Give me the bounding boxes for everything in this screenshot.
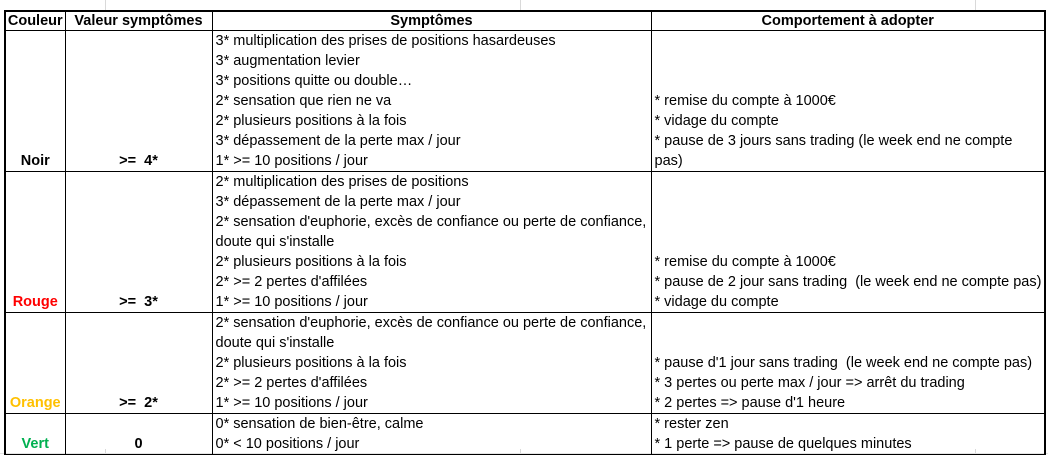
symptom-line: 2* plusieurs positions à la fois — [215, 113, 407, 129]
symptomes-cell — [212, 31, 651, 172]
header-row — [5, 11, 1045, 31]
symptomes-cell — [212, 313, 651, 414]
valeur-label: >= 2* — [119, 395, 158, 411]
valeur-label: >= 4* — [119, 153, 158, 169]
symptom-line: 2* >= 2 pertes d'affilées — [215, 274, 368, 290]
comportement-cell — [651, 31, 1045, 172]
symptom-line: 1* >= 10 positions / jour — [215, 294, 368, 310]
couleur-cell — [5, 172, 65, 313]
symptom-line: 0* sensation de bien-être, calme — [215, 416, 424, 432]
couleur-label: Vert — [21, 436, 49, 452]
symptom-line: 3* augmentation levier — [215, 53, 360, 69]
table-row-orange — [5, 313, 1045, 414]
comportement-line: * pause de 2 jour sans trading (le week end ne compte pas) — [654, 274, 1042, 290]
header-couleur: Couleur — [5, 11, 65, 31]
symptom-line: 1* >= 10 positions / jour — [215, 153, 368, 169]
comportement-line: * pause d'1 jour sans trading (le week end ne compte pas) — [654, 355, 1033, 371]
couleur-label: Orange — [9, 395, 61, 411]
valeur-label: >= 3* — [119, 294, 158, 310]
table-row-vert — [5, 414, 1045, 455]
comportement-line: * 3 pertes ou perte max / jour => arrêt du trading — [654, 375, 965, 391]
symptomes-cell — [212, 414, 651, 455]
comportement-line: * vidage du compte — [654, 294, 779, 310]
gridline-vertical — [105, 0, 106, 10]
comportement-line: * rester zen — [654, 416, 729, 432]
comportement-line: * pause de 3 jours sans trading (le week end ne compte pas) — [654, 133, 1017, 169]
symptom-line: 2* sensation que rien ne va — [215, 93, 392, 109]
symptom-line: 3* dépassement de la perte max / jour — [215, 194, 461, 210]
symptom-line: 2* >= 2 pertes d'affilées — [215, 375, 368, 391]
symptomes-cell — [212, 172, 651, 313]
symptom-line: 0* < 10 positions / jour — [215, 436, 360, 452]
comportement-cell — [651, 414, 1045, 455]
symptom-line: 2* multiplication des prises de positions — [215, 174, 469, 190]
couleur-cell — [5, 31, 65, 172]
symptom-line: 2* sensation d'euphorie, excès de confiance ou perte de confiance, doute qui s'installe — [215, 214, 651, 250]
comportement-line: * 2 pertes => pause d'1 heure — [654, 395, 846, 411]
header-comportement: Comportement à adopter — [651, 11, 1045, 31]
couleur-cell — [5, 313, 65, 414]
symptom-line: 1* >= 10 positions / jour — [215, 395, 368, 411]
comportement-cell — [651, 172, 1045, 313]
table-row-rouge — [5, 172, 1045, 313]
comportement-cell — [651, 313, 1045, 414]
header-valeur-symptomes: Valeur symptômes — [65, 11, 212, 31]
couleur-label: Noir — [20, 153, 50, 169]
comportement-line: * remise du compte à 1000€ — [654, 254, 836, 270]
gridline-vertical — [520, 0, 521, 10]
valeur-label: 0 — [134, 436, 143, 452]
symptom-line: 3* positions quitte ou double… — [215, 73, 413, 89]
header-symptomes: Symptômes — [212, 11, 651, 31]
symptom-line: 2* sensation d'euphorie, excès de confiance ou perte de confiance, doute qui s'installe — [215, 315, 651, 351]
table-row-noir — [5, 31, 1045, 172]
symptom-line: 3* dépassement de la perte max / jour — [215, 133, 461, 149]
valeur-cell — [65, 172, 212, 313]
comportement-line: * remise du compte à 1000€ — [654, 93, 836, 109]
valeur-cell — [65, 414, 212, 455]
comportement-line: * vidage du compte — [654, 113, 779, 129]
symptom-color-table — [4, 10, 1046, 455]
couleur-label: Rouge — [12, 294, 58, 310]
couleur-cell — [5, 414, 65, 455]
gridline-vertical — [975, 0, 976, 10]
symptom-line: 2* plusieurs positions à la fois — [215, 355, 407, 371]
valeur-cell — [65, 31, 212, 172]
comportement-line: * 1 perte => pause de quelques minutes — [654, 436, 912, 452]
valeur-cell — [65, 313, 212, 414]
symptom-line: 3* multiplication des prises de positions hasardeuses — [215, 33, 556, 49]
symptom-line: 2* plusieurs positions à la fois — [215, 254, 407, 270]
